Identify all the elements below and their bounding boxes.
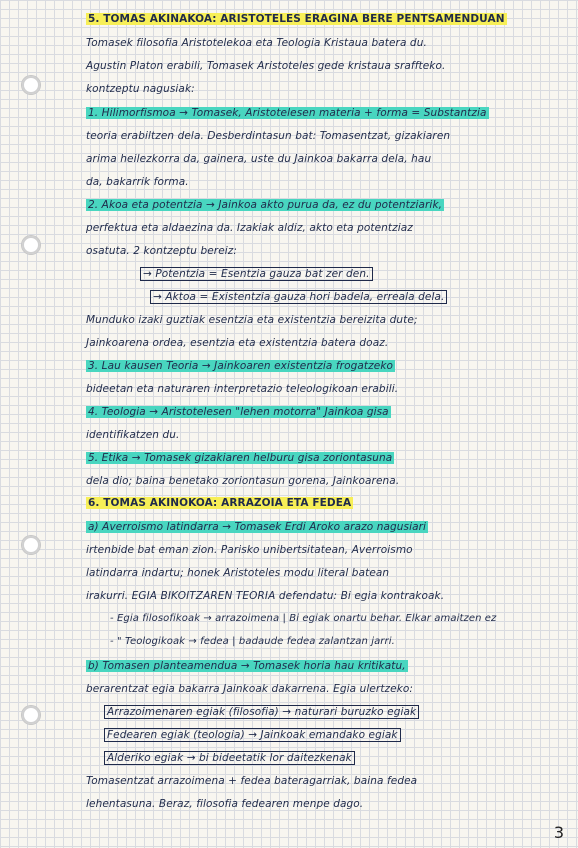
- text-line-averroismo: a) Averroismo latindarra → Tomasek Erdi Aroko arazo nagusiari: [88, 521, 427, 533]
- text-line-potentzia: → Potentzia = Esentzia gauza bat zer den.: [140, 267, 564, 281]
- text-line-aktoa-def: → Aktoa = Existentzia gauza hori badela, erreala dela.: [150, 290, 564, 304]
- text-line-egia-teologikoak: - " Teologikoak → fedea | badaude fedea zalantzan jarri.: [110, 636, 395, 647]
- text-line-egia-filosofikoak: - Egia filosofikoak → arrazoimena | Bi egiak onartu behar. Elkar amaitzen ez: [110, 613, 497, 624]
- text-line-hilimorfismoa: 1. Hilimorfismoa → Tomasek, Aristotelesen materia + forma = Substantzia: [88, 107, 487, 119]
- text-line: arima heilezkorra da, gainera, uste du Jainkoa bakarra dela, hau: [86, 153, 432, 165]
- text-line: Jainkoarena ordea, esentzia eta existentzia batera doaz.: [86, 337, 389, 349]
- text-line: bideetan eta naturaren interpretazio teleologikoan erabili.: [86, 383, 399, 395]
- text-line: perfektua eta aldaezina da. Izakiak aldiz, akto eta potentziaz: [86, 222, 413, 234]
- text-line: latindarra indartu; honek Aristoteles modu literal batean: [86, 567, 390, 579]
- text-line: Tomasentzat arrazoimena + fedea bateragarriak, baina fedea: [86, 775, 418, 787]
- text-line-etika: 5. Etika → Tomasek gizakiaren helburu gisa zoriontasuna: [88, 452, 393, 464]
- section-heading-5: 5. TOMAS AKINAKOA: ARISTOTELES ERAGINA BERE PENTSAMENDUAN: [88, 13, 505, 25]
- text-line: da, bakarrik forma.: [86, 176, 189, 188]
- text-line: Tomasek filosofia Aristotelekoa eta Teologia Kristaua batera du.: [86, 37, 427, 49]
- text-line: teoria erabiltzen dela. Desberdintasun bat: Tomasentzat, gizakiaren: [86, 130, 451, 142]
- text-line-alderiko: Alderiko egiak → bi bideetatik lor daitezkenak: [104, 751, 564, 765]
- text-line: identifikatzen du.: [86, 429, 180, 441]
- text-line-aktoa: 2. Akoa eta potentzia → Jainkoa akto purua da, ez du potentziarik,: [88, 199, 443, 211]
- text-line-arrazoimena: Arrazoimenaren egiak (filosofia) → naturari buruzko egiak: [104, 705, 564, 719]
- text-line: irakurri. EGIA BIKOITZAREN TEORIA defendatu: Bi egia kontrakoak.: [86, 590, 445, 602]
- text-line: osatuta. 2 kontzeptu bereiz:: [86, 245, 238, 257]
- text-line-tomasen-planteamendua: b) Tomasen planteamendua → Tomasek horia hau kritikatu,: [88, 660, 406, 672]
- text-line-fedea: Fedearen egiak (teologia) → Jainkoak emandako egiak: [104, 728, 564, 742]
- binder-hole: [22, 706, 40, 724]
- binder-hole: [22, 236, 40, 254]
- text-line: Munduko izaki guztiak esentzia eta existentzia bereizita dute;: [86, 314, 418, 326]
- text-line: lehentasuna. Beraz, filosofia fedearen menpe dago.: [86, 798, 364, 810]
- text-line-lau-kausen: 3. Lau kausen Teoria → Jainkoaren existentzia frogatzeko: [88, 360, 394, 372]
- binder-hole: [22, 536, 40, 554]
- text-line: berarentzat egia bakarra Jainkoak dakarrena. Egia ulertzeko:: [86, 683, 414, 695]
- text-line-teologia: 4. Teologia → Aristotelesen "lehen motorra" Jainkoa gisa: [88, 406, 389, 418]
- text-line: dela dio; baina benetako zoriontasun gorena, Jainkoarena.: [86, 475, 400, 487]
- binder-hole: [22, 76, 40, 94]
- page-number: 3: [553, 823, 564, 842]
- text-line: Agustin Platon erabili, Tomasek Aristoteles gede kristaua sraffteko.: [86, 60, 446, 72]
- text-line: irtenbide bat eman zion. Parisko unibertsitatean, Averroismo: [86, 544, 413, 556]
- section-heading-6: 6. TOMAS AKINOKOA: ARRAZOIA ETA FEDEA: [88, 497, 352, 509]
- text-line: kontzeptu nagusiak:: [86, 83, 195, 95]
